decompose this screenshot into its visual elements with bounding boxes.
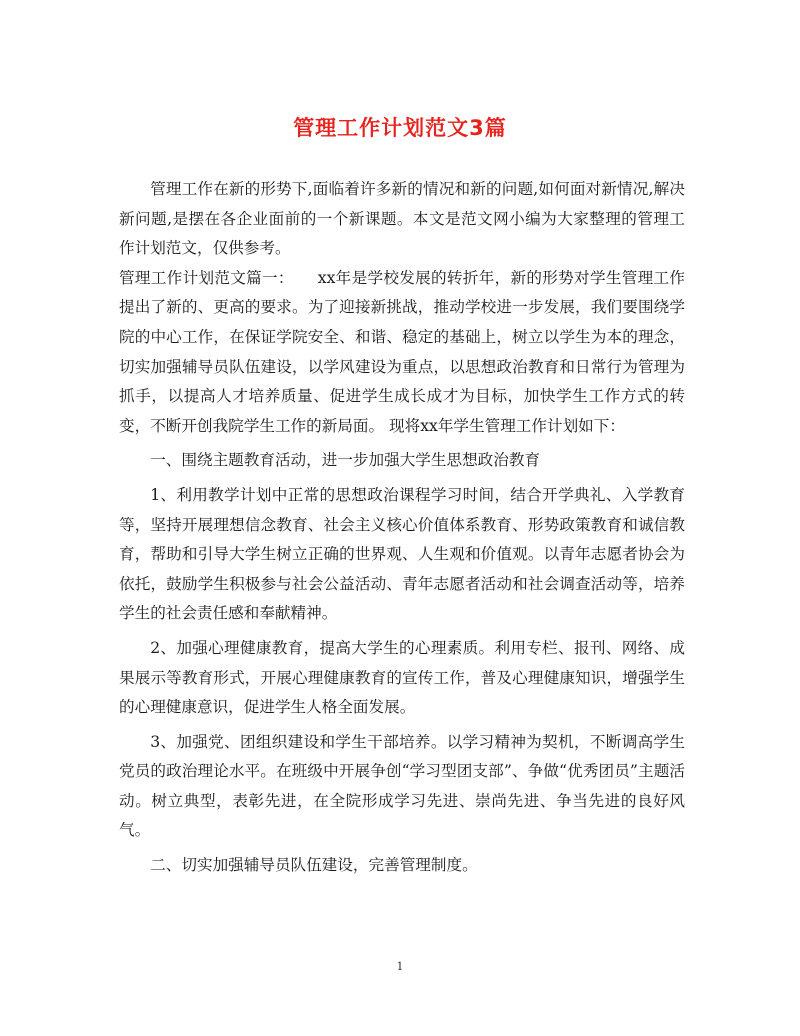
paragraph-intro: 管理工作在新的形势下,面临着许多新的情况和新的问题,如何面对新情况,解决新问题,是摆在各企业面前的一个新课题。本文是范文网小编为大家整理的管理工作计划范文，仅供参考。 — [119, 180, 685, 258]
paragraph-item-three: 3、加强党、团组织建设和学生干部培养。以学习精神为契机，不断调高学生党员的政治理论水平。在班级中开展争创“学习型团支部”、争做“优秀团员”主题活动。树立典型，表彰先进，在全院形成学习先进、崇尚先进、争当先进的良好风气。 — [119, 732, 685, 840]
section-heading-one: 一、围绕主题教育活动，进一步加强大学生思想政治教育 — [150, 451, 541, 470]
document-body — [119, 175, 685, 881]
paragraph-item-one: 1、利用教学计划中正常的思想政治课程学习时间，结合开学典礼、入学教育等，坚持开展理想信念教育、社会主义核心价值体系教育、形势政策教育和诚信教育，帮助和引导大学生树立正确的世界观、人生观和价值观。以青年志愿者协会为依托，鼓励学生积极参与社会公益活动、青年志愿者活动和社会调查活动等，培养学生的社会责任感和奉献精神。 — [119, 485, 685, 623]
section-heading-two: 二、切实加强辅导员队伍建设，完善管理制度。 — [150, 856, 478, 875]
page-number: 1 — [396, 960, 404, 973]
paragraph-plan-one: 管理工作计划范文篇一： xx年是学校发展的转折年，新的形势对学生管理工作提出了新的、更高的要求。为了迎接新挑战，推动学校进一步发展，我们要围绕学院的中心工作，在保证学院安全、和谐、稳定的基础上，树立以学生为本的理念，切实加强辅导员队伍建设，以学风建设为重点，以思想政治教育和日常行为管理为抓手，以提高人才培养质量、促进学生成长成才为目标，加快学生工作方式的转变，不断开创我院学生工作的新局面。 现将xx年学生管理工作计划如下： — [119, 268, 685, 435]
paragraph-item-two: 2、加强心理健康教育，提高大学生的心理素质。利用专栏、报刊、网络、成果展示等教育形式，开展心理健康教育的宣传工作，普及心理健康知识，增强学生的心理健康意识，促进学生人格全面发展。 — [119, 638, 685, 717]
document-title: 管理工作计划范文3篇 — [293, 116, 507, 140]
